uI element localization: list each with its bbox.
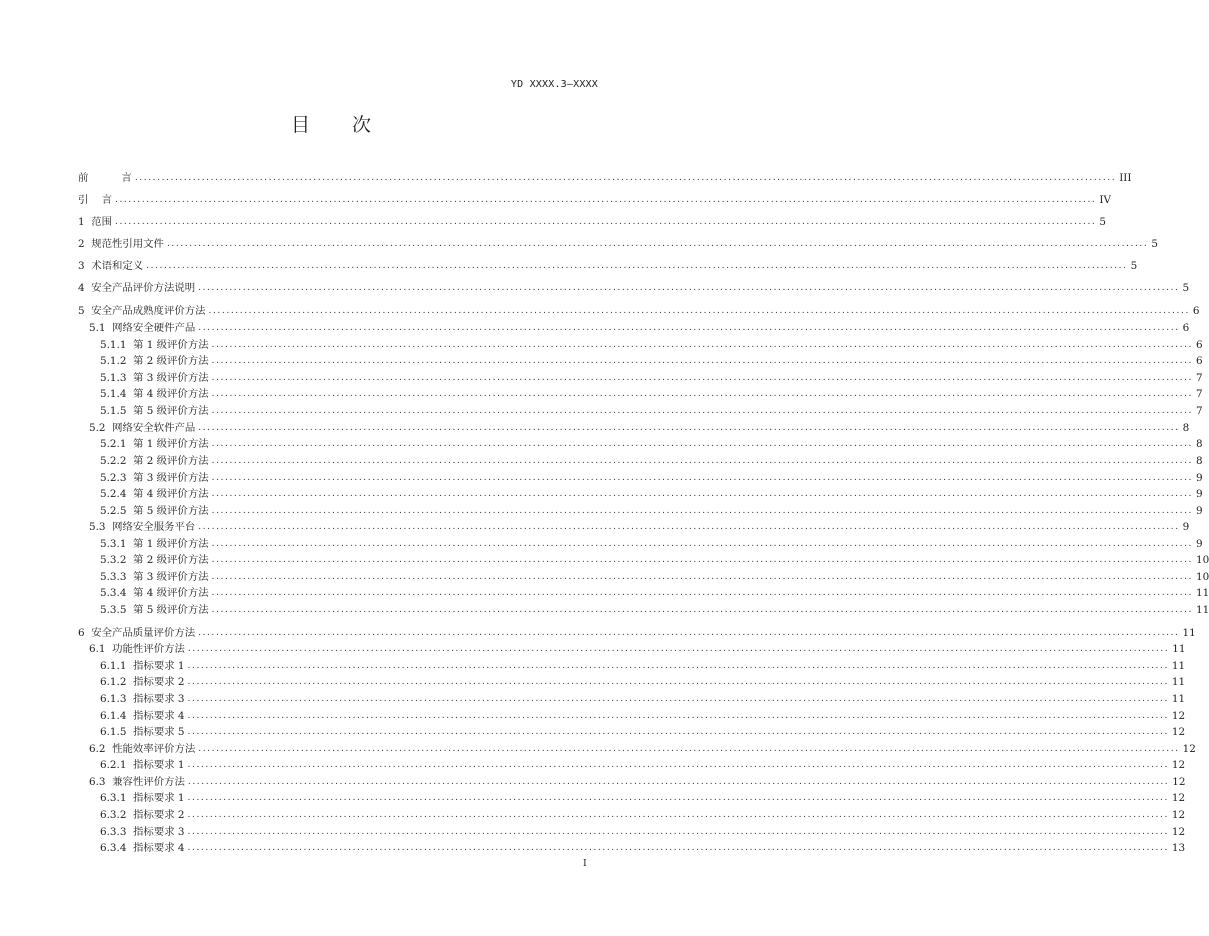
toc-entry[interactable] bbox=[78, 658, 1186, 674]
toc-entry-label: 6.2.1 指标要求 1 bbox=[100, 759, 185, 771]
toc-leader-dots: ............................................................................................................................................................................................................................ bbox=[187, 644, 1170, 654]
toc-entry-label: 5.2.4 第 4 级评价方法 bbox=[100, 488, 209, 500]
toc-entry-page: 12 bbox=[1182, 743, 1196, 755]
toc-leader-dots: ............................................................................................................................................................................................................................ bbox=[198, 423, 1180, 433]
toc-entry-label: 引 言 bbox=[78, 194, 112, 206]
toc-entry-page: 12 bbox=[1171, 792, 1186, 804]
title-part-2: 次 bbox=[352, 114, 372, 136]
toc-leader-dots: ............................................................................................................................................................................................................................ bbox=[211, 356, 1193, 366]
toc-entry-label: 5.1.5 第 5 级评价方法 bbox=[100, 405, 209, 417]
toc-entry-page: 6 bbox=[1192, 305, 1200, 317]
toc-entry[interactable] bbox=[78, 708, 1186, 724]
toc-entry-page: III bbox=[1119, 172, 1132, 184]
toc-entry[interactable] bbox=[78, 536, 1203, 552]
toc-entry[interactable] bbox=[78, 741, 1196, 757]
toc-entry[interactable] bbox=[78, 386, 1203, 402]
toc-entry-page: 7 bbox=[1196, 388, 1203, 400]
toc-entry[interactable] bbox=[78, 486, 1203, 502]
toc-entry-page: 11 bbox=[1196, 604, 1209, 616]
toc-leader-dots: ............................................................................................................................................................................................................................ bbox=[211, 340, 1193, 350]
toc-entry[interactable] bbox=[78, 337, 1203, 353]
toc-entry-label: 5.2.5 第 5 级评价方法 bbox=[100, 505, 209, 517]
toc-entry-page: 8 bbox=[1196, 438, 1203, 450]
toc-leader-dots: ............................................................................................................................................................................................................................ bbox=[211, 489, 1193, 499]
toc-leader-dots: ............................................................................................................................................................................................................................ bbox=[211, 555, 1193, 565]
toc-entry-page: 11 bbox=[1182, 627, 1196, 639]
toc-entry-page: 8 bbox=[1182, 422, 1190, 434]
toc-entry-page: 12 bbox=[1171, 726, 1186, 738]
toc-entry-page: 5 bbox=[1099, 216, 1107, 228]
toc-entry-label: 5.3 网络安全服务平台 bbox=[89, 521, 196, 533]
toc-entry-label: 5.1.4 第 4 级评价方法 bbox=[100, 388, 209, 400]
toc-entry[interactable] bbox=[78, 370, 1203, 386]
toc-entry-page: 6 bbox=[1196, 339, 1203, 351]
toc-entry-label: 5.3.5 第 5 级评价方法 bbox=[100, 604, 209, 616]
toc-entry-page: 6 bbox=[1196, 355, 1203, 367]
toc-entry-page: 12 bbox=[1171, 710, 1186, 722]
page-number: I bbox=[583, 858, 587, 869]
toc-entry[interactable] bbox=[78, 192, 1111, 208]
toc-entry[interactable] bbox=[78, 280, 1190, 296]
toc-entry[interactable] bbox=[78, 824, 1186, 840]
document-code: YD XXXX.3—XXXX bbox=[510, 79, 598, 90]
toc-entry-label: 5.1 网络安全硬件产品 bbox=[89, 322, 196, 334]
toc-leader-dots: ............................................................................................................................................................................................................................ bbox=[187, 843, 1169, 853]
toc-entry[interactable] bbox=[78, 303, 1200, 319]
toc-entry[interactable] bbox=[78, 470, 1203, 486]
toc-entry[interactable] bbox=[78, 691, 1186, 707]
toc-leader-dots: ............................................................................................................................................................................................................................ bbox=[211, 456, 1193, 466]
toc-entry-label: 5 安全产品成熟度评价方法 bbox=[78, 305, 206, 317]
toc-entry-page: 11 bbox=[1171, 676, 1186, 688]
toc-leader-dots: ............................................................................................................................................................................................................................ bbox=[211, 588, 1193, 598]
toc-entry[interactable] bbox=[78, 170, 1132, 186]
toc-leader-dots: ............................................................................................................................................................................................................................ bbox=[146, 261, 1128, 271]
toc-entry-page: 9 bbox=[1196, 488, 1203, 500]
toc-leader-dots: ............................................................................................................................................................................................................................ bbox=[187, 727, 1169, 737]
toc-leader-dots: ............................................................................................................................................................................................................................ bbox=[187, 760, 1169, 770]
toc-entry[interactable] bbox=[78, 724, 1186, 740]
toc-entry[interactable] bbox=[78, 519, 1190, 535]
toc-leader-dots: ............................................................................................................................................................................................................................ bbox=[134, 173, 1117, 183]
toc-entry-page: 5 bbox=[1151, 238, 1158, 250]
toc-leader-dots: ............................................................................................................................................................................................................................ bbox=[187, 793, 1169, 803]
toc-entry-page: 11 bbox=[1171, 660, 1186, 672]
toc-entry[interactable] bbox=[78, 353, 1203, 369]
toc-entry-label: 6.2 性能效率评价方法 bbox=[89, 743, 196, 755]
toc-entry-page: 5 bbox=[1182, 282, 1190, 294]
toc-entry[interactable] bbox=[78, 569, 1209, 585]
toc-entry-label: 6.1.5 指标要求 5 bbox=[100, 726, 185, 738]
toc-leader-dots: ............................................................................................................................................................................................................................ bbox=[198, 522, 1180, 532]
toc-entry-label: 前 言 bbox=[78, 172, 132, 184]
toc-entry-page: 11 bbox=[1171, 693, 1186, 705]
toc-leader-dots: ............................................................................................................................................................................................................................ bbox=[211, 539, 1193, 549]
toc-entry-label: 2 规范性引用文件 bbox=[78, 238, 164, 250]
toc-entry-page: 10 bbox=[1196, 571, 1209, 583]
toc-entry[interactable] bbox=[78, 403, 1203, 419]
toc-entry-label: 6.1.2 指标要求 2 bbox=[100, 676, 185, 688]
toc-entry[interactable] bbox=[78, 602, 1209, 618]
toc-leader-dots: ............................................................................................................................................................................................................................ bbox=[211, 406, 1193, 416]
toc-entry-label: 3 术语和定义 bbox=[78, 260, 144, 272]
toc-entry-label: 5.3.4 第 4 级评价方法 bbox=[100, 587, 209, 599]
toc-entry-label: 5.2 网络安全软件产品 bbox=[89, 422, 196, 434]
toc-leader-dots: ............................................................................................................................................................................................................................ bbox=[166, 239, 1149, 249]
toc-entry-label: 5.3.1 第 1 级评价方法 bbox=[100, 538, 209, 550]
toc-entry[interactable] bbox=[78, 641, 1186, 657]
toc-entry-label: 6.3.2 指标要求 2 bbox=[100, 809, 185, 821]
toc-entry-label: 6.1.1 指标要求 1 bbox=[100, 660, 185, 672]
toc-entry-page: 9 bbox=[1196, 472, 1203, 484]
toc-leader-dots: ............................................................................................................................................................................................................................ bbox=[187, 661, 1169, 671]
toc-entry[interactable] bbox=[78, 774, 1186, 790]
toc-entry-label: 5.2.1 第 1 级评价方法 bbox=[100, 438, 209, 450]
toc-entry[interactable] bbox=[78, 625, 1196, 641]
toc-entry-label: 5.2.2 第 2 级评价方法 bbox=[100, 455, 209, 467]
toc-entry-page: 13 bbox=[1171, 842, 1186, 854]
toc-entry-label: 5.3.2 第 2 级评价方法 bbox=[100, 554, 209, 566]
toc-entry-page: 10 bbox=[1196, 554, 1209, 566]
toc-entry-label: 1 范围 bbox=[78, 216, 112, 228]
toc-entry-label: 6 安全产品质量评价方法 bbox=[78, 627, 196, 639]
toc-entry[interactable] bbox=[78, 436, 1203, 452]
title-part-1: 目 bbox=[290, 114, 310, 136]
toc-entry[interactable] bbox=[78, 674, 1186, 690]
toc-entry[interactable] bbox=[78, 757, 1186, 773]
toc-entry[interactable] bbox=[78, 420, 1190, 436]
toc-leader-dots: ............................................................................................................................................................................................................................ bbox=[187, 810, 1169, 820]
toc-leader-dots: ............................................................................................................................................................................................................................ bbox=[198, 283, 1180, 293]
toc-leader-dots: ............................................................................................................................................................................................................................ bbox=[211, 572, 1193, 582]
toc-entry[interactable] bbox=[78, 453, 1203, 469]
toc-leader-dots: ............................................................................................................................................................................................................................ bbox=[187, 694, 1169, 704]
toc-entry-label: 6.1 功能性评价方法 bbox=[89, 643, 185, 655]
toc-entry-label: 6.3.1 指标要求 1 bbox=[100, 792, 185, 804]
toc-entry-page: 9 bbox=[1182, 521, 1190, 533]
toc-entry-label: 6.3.4 指标要求 4 bbox=[100, 842, 185, 854]
toc-leader-dots: ............................................................................................................................................................................................................................ bbox=[211, 605, 1193, 615]
toc-entry-page: IV bbox=[1099, 194, 1111, 206]
toc-entry-label: 5.1.1 第 1 级评价方法 bbox=[100, 339, 209, 351]
toc-entry-page: 12 bbox=[1171, 826, 1186, 838]
toc-entry[interactable] bbox=[78, 840, 1186, 856]
toc-leader-dots: ............................................................................................................................................................................................................................ bbox=[198, 744, 1180, 754]
toc-entry-page: 5 bbox=[1130, 260, 1138, 272]
toc-entry-label: 6.3.3 指标要求 3 bbox=[100, 826, 185, 838]
toc-entry-label: 4 安全产品评价方法说明 bbox=[78, 282, 196, 294]
toc-entry[interactable] bbox=[78, 552, 1209, 568]
toc-entry[interactable] bbox=[78, 320, 1190, 336]
toc-entry[interactable] bbox=[78, 807, 1186, 823]
toc-leader-dots: ............................................................................................................................................................................................................................ bbox=[187, 677, 1169, 687]
toc-entry-label: 6.3 兼容性评价方法 bbox=[89, 776, 185, 788]
toc-leader-dots: ............................................................................................................................................................................................................................ bbox=[198, 323, 1180, 333]
toc-entry-label: 5.1.3 第 3 级评价方法 bbox=[100, 372, 209, 384]
toc-leader-dots: ............................................................................................................................................................................................................................ bbox=[115, 195, 1097, 205]
toc-leader-dots: ............................................................................................................................................................................................................................ bbox=[187, 827, 1169, 837]
toc-entry-label: 5.2.3 第 3 级评价方法 bbox=[100, 472, 209, 484]
toc-leader-dots: ............................................................................................................................................................................................................................ bbox=[211, 389, 1193, 399]
toc-leader-dots: ............................................................................................................................................................................................................................ bbox=[115, 217, 1097, 227]
toc-entry-label: 5.1.2 第 2 级评价方法 bbox=[100, 355, 209, 367]
toc-leader-dots: ............................................................................................................................................................................................................................ bbox=[208, 306, 1190, 316]
toc-entry-label: 6.1.3 指标要求 3 bbox=[100, 693, 185, 705]
toc-entry[interactable] bbox=[78, 790, 1186, 806]
toc-entry-page: 12 bbox=[1171, 809, 1186, 821]
toc-entry-page: 7 bbox=[1196, 405, 1203, 417]
toc-entry[interactable] bbox=[78, 236, 1158, 252]
toc-leader-dots: ............................................................................................................................................................................................................................ bbox=[211, 373, 1193, 383]
toc-entry-page: 9 bbox=[1196, 505, 1203, 517]
toc-leader-dots: ............................................................................................................................................................................................................................ bbox=[211, 506, 1193, 516]
toc-entry-page: 11 bbox=[1196, 587, 1209, 599]
toc-entry[interactable] bbox=[78, 214, 1107, 230]
toc-entry-page: 6 bbox=[1182, 322, 1190, 334]
toc-entry[interactable] bbox=[78, 585, 1209, 601]
toc-entry[interactable] bbox=[78, 503, 1203, 519]
toc-entry-page: 7 bbox=[1196, 372, 1203, 384]
toc-leader-dots: ............................................................................................................................................................................................................................ bbox=[187, 777, 1170, 787]
page-title bbox=[0, 110, 662, 137]
toc-leader-dots: ............................................................................................................................................................................................................................ bbox=[211, 439, 1193, 449]
toc-entry-page: 9 bbox=[1196, 538, 1203, 550]
toc-entry-page: 12 bbox=[1172, 776, 1186, 788]
toc-leader-dots: ............................................................................................................................................................................................................................ bbox=[187, 711, 1169, 721]
toc-leader-dots: ............................................................................................................................................................................................................................ bbox=[198, 628, 1180, 638]
toc-entry[interactable] bbox=[78, 258, 1138, 274]
toc-entry-page: 11 bbox=[1172, 643, 1186, 655]
toc-entry-page: 8 bbox=[1196, 455, 1203, 467]
toc-entry-label: 6.1.4 指标要求 4 bbox=[100, 710, 185, 722]
toc-entry-page: 12 bbox=[1171, 759, 1186, 771]
toc-entry-label: 5.3.3 第 3 级评价方法 bbox=[100, 571, 209, 583]
toc-leader-dots: ............................................................................................................................................................................................................................ bbox=[211, 473, 1193, 483]
